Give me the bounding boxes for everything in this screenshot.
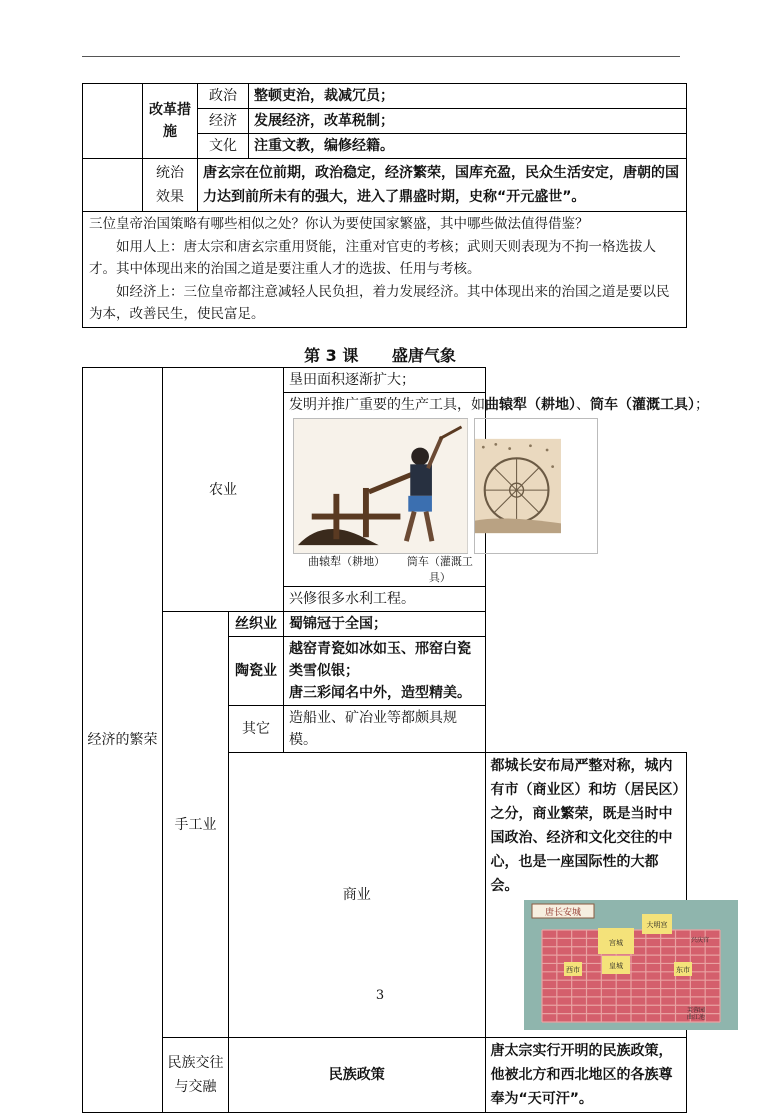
tool-plough: 曲辕犁（耕地） [485,397,576,413]
ceramic-text1: 越窑青瓷如冰如玉、邢窑白瓷类雪似银； [289,641,471,679]
ethnic-label: 民族交往与交融 [163,1038,229,1113]
ethnic-policy-label: 民族政策 [229,1038,486,1113]
agriculture-line3: 兴修很多水利工程。 [284,587,486,612]
lesson-name: 盛唐气象 [391,346,456,365]
map-label-palace: 宫城 [608,939,623,947]
reform-text-politics: 整顿吏治，裁减冗员； [249,84,687,109]
agriculture-line2 [289,394,709,416]
ceramic-cell [284,637,486,706]
map-label-daming: 大明宫 [646,921,667,929]
map-label-west-market: 西市 [565,966,580,974]
lesson-title [0,343,760,366]
map-label-qujiang: 曲江池 [686,1014,705,1021]
changan-city-map [524,900,738,1030]
question-box [83,212,687,328]
commerce-text: 都城长安布局严整对称，城内有市（商业区）和坊（居民区）之分，商业繁荣，既是当时中国政治、经济和文化交往的中心，也是一座国际性的大都会。 [490,758,680,894]
other-text: 造船业、矿冶业等都颇具规模。 [284,706,486,753]
reform-field-politics: 政治 [198,84,249,109]
reform-field-culture: 文化 [198,134,249,159]
map-label-imperial: 皇城 [608,962,623,970]
lesson-number: 第 3 课 [304,346,359,365]
economy-label: 经济的繁荣 [83,368,163,1113]
question-text: 三位皇帝治国策略有哪些相似之处？你认为要使国家繁盛，其中哪些做法值得借鉴？ [89,216,589,232]
map-label-furong: 芙蓉园 [686,1007,705,1014]
tools-intro: 发明并推广重要的生产工具，如 [289,397,485,413]
header-rule [82,56,680,57]
reform-label: 改革措施 [143,84,198,159]
curved-plough-illustration [293,418,468,554]
reform-text-economy: 发展经济，改革税制； [249,109,687,134]
agriculture-line1: 垦田面积逐渐扩大； [284,368,486,393]
tools-end: ； [695,397,709,413]
other-label: 其它 [229,706,284,753]
page-number: 3 [375,988,385,1003]
handicraft-label: 手工业 [163,612,229,1038]
agriculture-tools-cell [284,393,709,587]
map-label-east-market: 东市 [675,966,690,974]
map-label-xingqing: 兴庆宫 [690,937,709,944]
ceramic-text2: 唐三彩闻名中外，造型精美。 [289,685,471,701]
tool-waterwheel: 筒车（灌溉工具） [590,397,695,413]
ethnic-text: 唐太宗实行开明的民族政策，他被北方和西北地区的各族尊奉为“天可汗”。 [485,1038,687,1113]
commerce-label: 商业 [229,753,486,1038]
reform-text-culture: 注重文教，编修经籍。 [249,134,687,159]
answer-talent: 如用人上：唐太宗和唐玄宗重用贤能，注重对官吏的考核；武则天则表现为不拘一格选拔人才。其中体现出来的治国之道是要注重人才的选拔、任用与考核。 [89,238,656,277]
map-title: 唐长安城 [544,908,581,918]
effect-blank-cell [83,159,143,212]
silk-label: 丝织业 [229,612,284,637]
reform-table [82,83,687,328]
tube-waterwheel-illustration [474,418,598,554]
tools-sep: 、 [576,397,590,413]
effect-label: 统治效果 [143,159,198,212]
reform-field-economy: 经济 [198,109,249,134]
ceramic-label: 陶瓷业 [229,637,284,706]
plough-caption: 曲辕犁（耕地） [308,555,386,568]
reform-blank-cell [83,84,143,159]
silk-text: 蜀锦冠于全国； [284,612,486,637]
effect-text: 唐玄宗在位前期，政治稳定，经济繁荣，国库充盈，民众生活安定，唐朝的国力达到前所未有的强大，进入了鼎盛时期，史称“开元盛世”。 [198,159,687,212]
waterwheel-caption: 筒车（灌溉工具） [406,555,473,584]
agriculture-label: 农业 [163,368,284,612]
answer-economy: 如经济上：三位皇帝都注意减轻人民负担，着力发展经济。其中体现出来的治国之道是要以民为本，改善民生，使民富足。 [89,283,670,322]
